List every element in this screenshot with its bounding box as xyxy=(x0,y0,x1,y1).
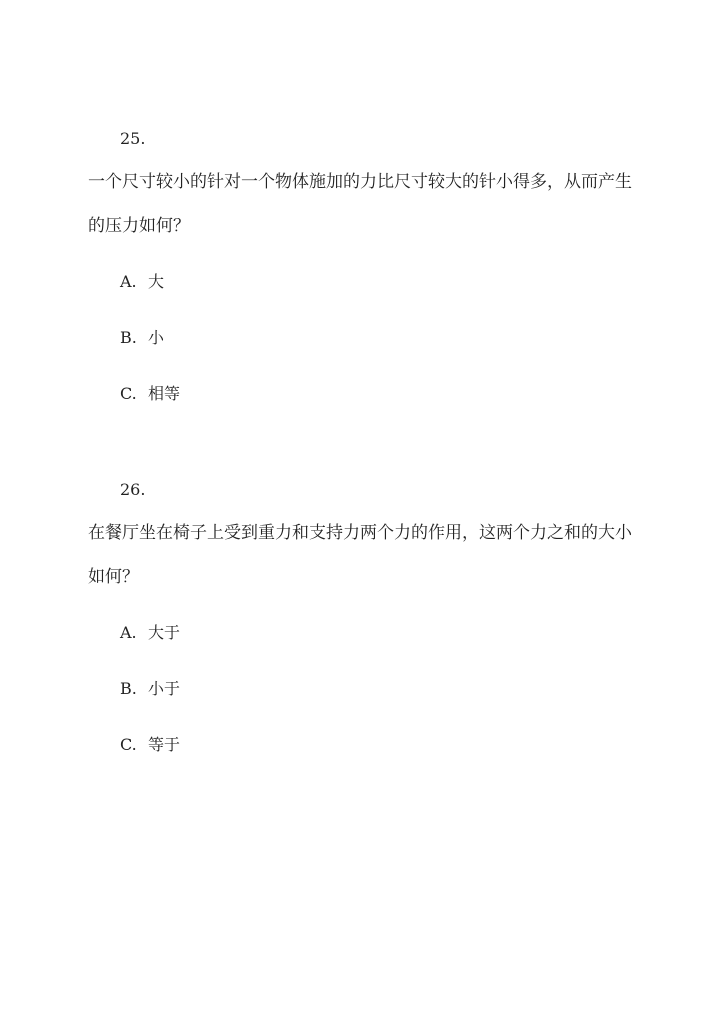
option-letter: C. xyxy=(120,735,137,754)
question-text-line-2: 如何？ xyxy=(88,567,139,587)
question-number: 26. xyxy=(120,480,146,499)
option-letter: A. xyxy=(120,272,137,291)
option-letter: C. xyxy=(120,384,137,403)
question-text-line-1: 在餐厅坐在椅子上受到重力和支持力两个力的作用，这两个力之和的大小 xyxy=(88,523,632,543)
option-b xyxy=(120,328,164,348)
option-a xyxy=(120,623,180,643)
question-number: 25. xyxy=(120,129,146,148)
option-text: 小于 xyxy=(148,679,181,698)
question-text-line-2: 的压力如何？ xyxy=(88,216,190,236)
option-letter: B. xyxy=(120,679,137,698)
option-text: 小 xyxy=(148,328,165,347)
option-text: 等于 xyxy=(148,735,181,754)
option-letter: A. xyxy=(120,623,137,642)
question-text-line-1: 一个尺寸较小的针对一个物体施加的力比尺寸较大的针小得多，从而产生 xyxy=(88,172,632,192)
option-text: 大 xyxy=(148,272,165,291)
option-letter: B. xyxy=(120,328,137,347)
option-text: 大于 xyxy=(148,623,181,642)
option-b xyxy=(120,679,180,699)
option-a xyxy=(120,272,164,292)
option-c xyxy=(120,735,180,755)
option-c xyxy=(120,384,180,404)
option-text: 相等 xyxy=(148,384,181,403)
